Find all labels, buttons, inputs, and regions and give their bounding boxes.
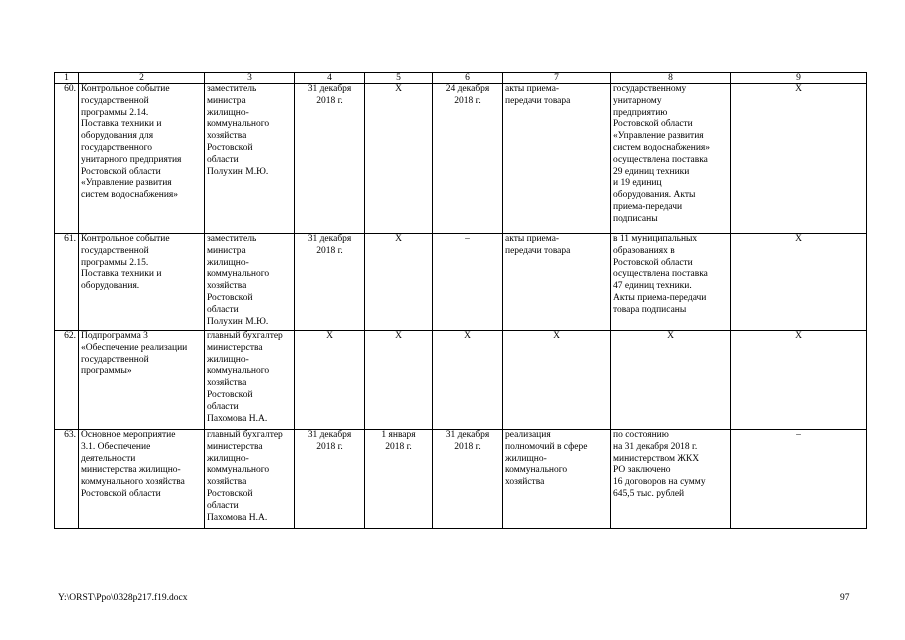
column-number: 9 (731, 73, 867, 84)
event-name-cell: Основное мероприятие 3.1. Обеспечение деятельности министерства жилищно- коммунального хозяйства Ростовской области (79, 430, 205, 529)
planned-date-cell: 31 декабря 2018 г. (295, 234, 365, 331)
actual-result-cell: в 11 муниципальных образованиях в Ростовской области осуществлена поставка 47 единиц техники. Акты приема-передачи товара подписаны (611, 234, 731, 331)
event-name-cell: Контрольное событие государственной программы 2.14. Поставка техники и оборудования для государственного унитарного предприятия Ростовской области «Управление развития систем водоснабжения» (79, 84, 205, 234)
notes-cell: – (731, 430, 867, 529)
responsible-cell: заместитель министра жилищно- коммунального хозяйства Ростовской области Полухин М.Ю. (205, 84, 295, 234)
notes-cell: Х (731, 234, 867, 331)
start-date-cell: Х (365, 234, 433, 331)
actual-date-cell: 24 декабря 2018 г. (433, 84, 503, 234)
table-row (55, 331, 867, 430)
column-number: 5 (365, 73, 433, 84)
planned-date-cell: 31 декабря 2018 г. (295, 84, 365, 234)
event-name-cell: Подпрограмма 3 «Обеспечение реализации государственной программы» (79, 331, 205, 430)
notes-cell: Х (731, 331, 867, 430)
report-table (54, 72, 867, 529)
expected-result-cell: акты приема- передачи товара (503, 234, 611, 331)
start-date-cell: 1 января 2018 г. (365, 430, 433, 529)
responsible-cell: главный бухгалтер министерства жилищно- коммунального хозяйства Ростовской области Пахомова Н.А. (205, 331, 295, 430)
table-row (55, 234, 867, 331)
row-number: 61. (55, 234, 79, 331)
expected-result-cell: акты приема- передачи товара (503, 84, 611, 234)
row-number: 63. (55, 430, 79, 529)
table-row (55, 430, 867, 529)
column-number: 8 (611, 73, 731, 84)
column-number-row (55, 73, 867, 84)
file-path-footer: Y:\ORST\Ppo\0328p217.f19.docx (58, 593, 188, 603)
row-number: 62. (55, 331, 79, 430)
page-number: 97 (840, 593, 850, 603)
actual-result-cell: государственному унитарному предприятию Ростовской области «Управление развития систем водоснабжения» осуществлена поставка 29 единиц техники и 19 единиц оборудования. Акты приема-передачи подписаны (611, 84, 731, 234)
column-number: 3 (205, 73, 295, 84)
actual-result-cell: Х (611, 331, 731, 430)
actual-date-cell: Х (433, 331, 503, 430)
notes-cell: Х (731, 84, 867, 234)
column-number: 1 (55, 73, 79, 84)
row-number: 60. (55, 84, 79, 234)
start-date-cell: Х (365, 331, 433, 430)
column-number: 7 (503, 73, 611, 84)
actual-date-cell: – (433, 234, 503, 331)
planned-date-cell: 31 декабря 2018 г. (295, 430, 365, 529)
responsible-cell: главный бухгалтер министерства жилищно- коммунального хозяйства Ростовской области Пахомова Н.А. (205, 430, 295, 529)
start-date-cell: Х (365, 84, 433, 234)
column-number: 6 (433, 73, 503, 84)
table-row (55, 84, 867, 234)
responsible-cell: заместитель министра жилищно- коммунального хозяйства Ростовской области Полухин М.Ю. (205, 234, 295, 331)
expected-result-cell: реализация полномочий в сфере жилищно- коммунального хозяйства (503, 430, 611, 529)
planned-date-cell: Х (295, 331, 365, 430)
expected-result-cell: Х (503, 331, 611, 430)
actual-result-cell: по состоянию на 31 декабря 2018 г. министерством ЖКХ РО заключено 16 договоров на сумму 645,5 тыс. рублей (611, 430, 731, 529)
column-number: 2 (79, 73, 205, 84)
column-number: 4 (295, 73, 365, 84)
event-name-cell: Контрольное событие государственной программы 2.15. Поставка техники и оборудования. (79, 234, 205, 331)
actual-date-cell: 31 декабря 2018 г. (433, 430, 503, 529)
